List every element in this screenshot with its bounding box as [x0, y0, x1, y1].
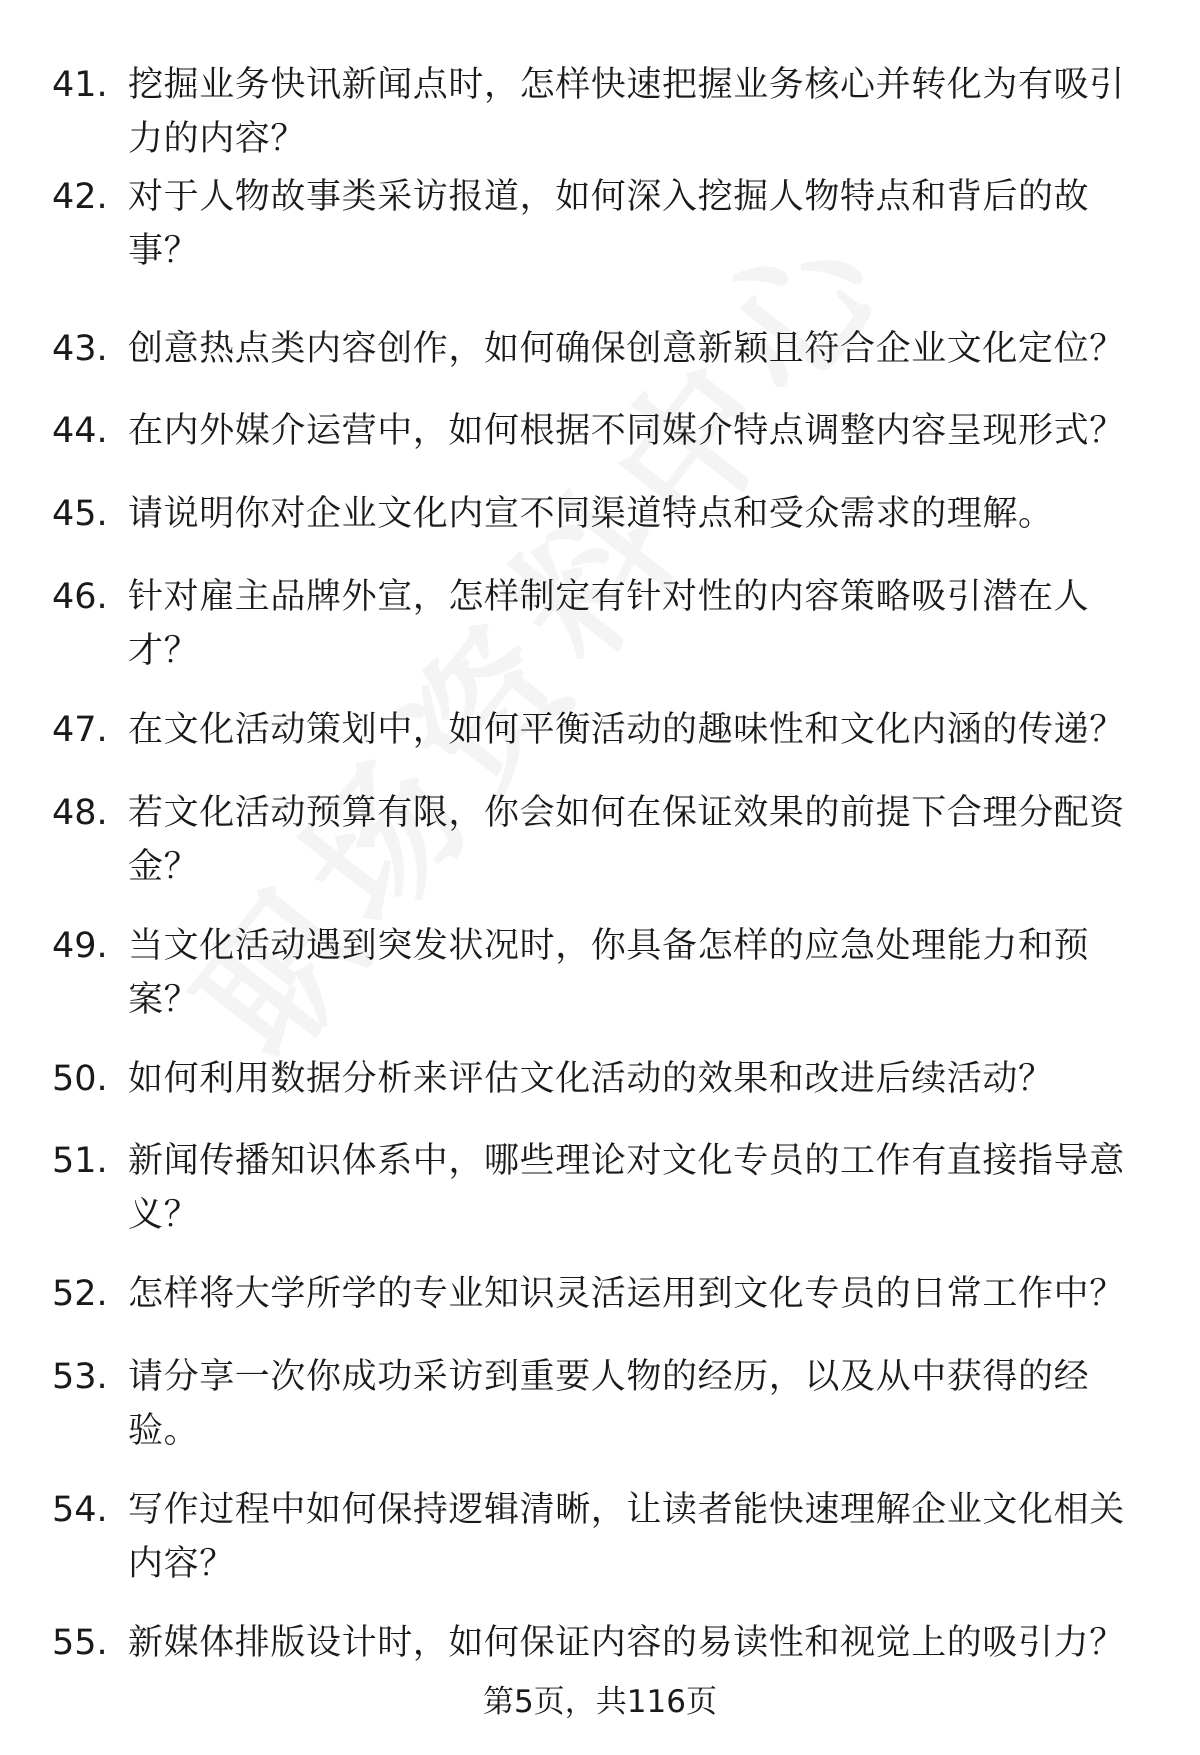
question-text: 如何利用数据分析来评估文化活动的效果和改进后续活动？ [128, 1059, 1054, 1099]
question-text: 对于人物故事类采访报道，如何深入挖掘人物特点和背后的故事？ [128, 177, 1090, 271]
question-text: 写作过程中如何保持逻辑清晰，让读者能快速理解企业文化相关内容？ [128, 1490, 1125, 1584]
question-text: 怎样将大学所学的专业知识灵活运用到文化专员的日常工作中？ [128, 1274, 1125, 1314]
question-text: 在文化活动策划中，如何平衡活动的趣味性和文化内涵的传递？ [128, 710, 1125, 750]
question-text: 创意热点类内容创作，如何确保创意新颖且符合企业文化定位？ [128, 329, 1125, 369]
question-number: 47. [52, 710, 108, 750]
question-text: 在内外媒介运营中，如何根据不同媒介特点调整内容呈现形式？ [128, 411, 1125, 451]
question-number: 53. [52, 1357, 108, 1397]
question-text: 若文化活动预算有限，你会如何在保证效果的前提下合理分配资金？ [128, 793, 1125, 887]
question-text: 针对雇主品牌外宣，怎样制定有针对性的内容策略吸引潜在人才？ [128, 577, 1090, 671]
question-number: 54. [52, 1490, 108, 1530]
question-number: 48. [52, 793, 108, 833]
question-number: 50. [52, 1059, 108, 1099]
question-number: 51. [52, 1141, 108, 1181]
question-number: 41. [52, 65, 108, 105]
question-number: 45. [52, 494, 108, 534]
question-text: 当文化活动遇到突发状况时，你具备怎样的应急处理能力和预案？ [128, 926, 1090, 1020]
question-text: 新媒体排版设计时，如何保证内容的易读性和视觉上的吸引力？ [128, 1623, 1125, 1663]
question-number: 44. [52, 411, 108, 451]
question-text: 请说明你对企业文化内宣不同渠道特点和受众需求的理解。 [128, 494, 1054, 534]
question-number: 52. [52, 1274, 108, 1314]
question-text: 请分享一次你成功采访到重要人物的经历，以及从中获得的经验。 [128, 1357, 1090, 1451]
question-number: 43. [52, 329, 108, 369]
question-text: 新闻传播知识体系中，哪些理论对文化专员的工作有直接指导意义？ [128, 1141, 1125, 1235]
page-footer: 第5页，共116页 [483, 1684, 717, 1720]
question-number: 46. [52, 577, 108, 617]
question-text: 挖掘业务快讯新闻点时，怎样快速把握业务核心并转化为有吸引力的内容？ [128, 65, 1125, 159]
question-number: 42. [52, 177, 108, 217]
question-number: 49. [52, 926, 108, 966]
question-number: 55. [52, 1623, 108, 1663]
